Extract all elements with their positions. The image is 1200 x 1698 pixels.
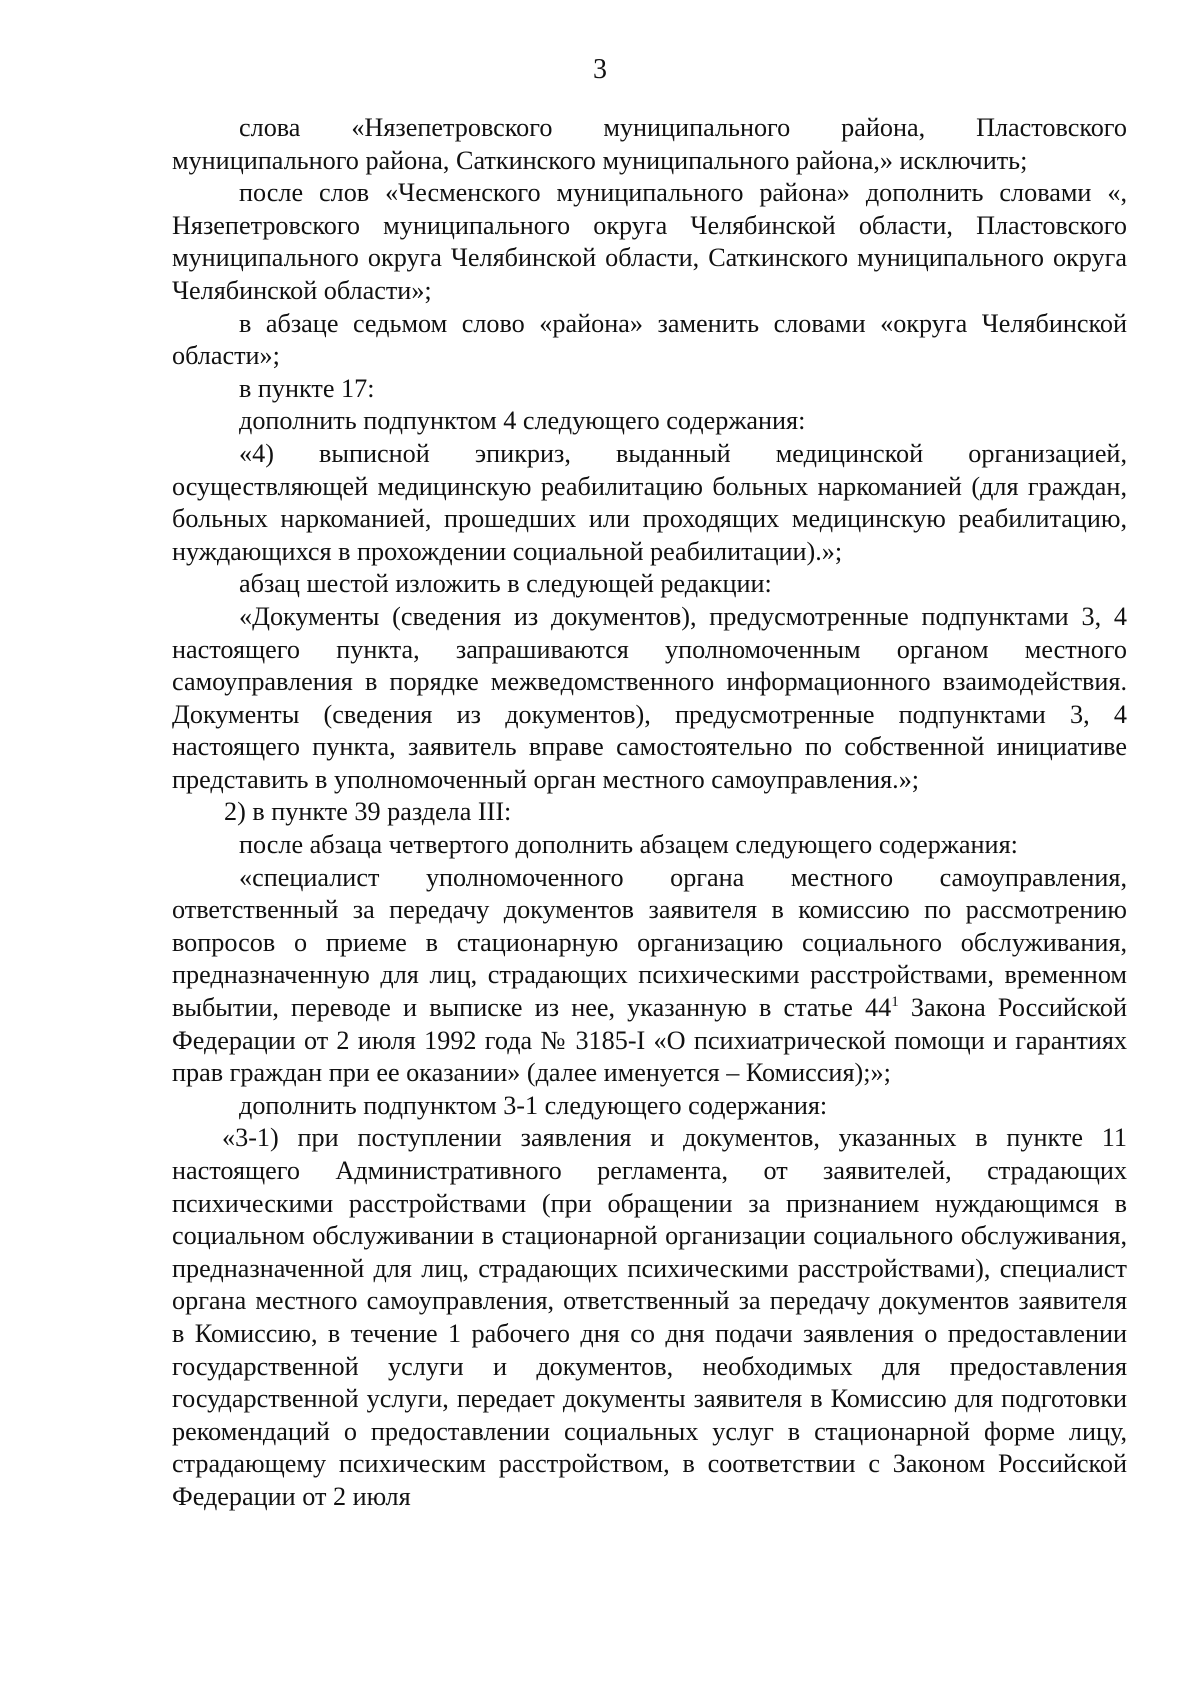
paragraph-documents-text: «Документы (сведения из документов), предусмотренные подпунктами 3, 4 настоящего пункта, запрашиваются уполномоченным органом местного самоуправления в порядке межведомственного информационного взаимодействия. Документы (сведения из документов), предусмотренные подпунктами 3, 4 настоящего пункта, заявитель вправе самостоятельно по собственной инициативе представить в уполномоченный орган местного самоуправления.»; — [172, 601, 1127, 794]
paragraph-add-subpoint-4: дополнить подпунктом 4 следующего содержания: — [239, 406, 806, 436]
paragraph-add-subpoint-3-1: дополнить подпунктом 3-1 следующего содержания: — [239, 1090, 828, 1120]
paragraph-add-words: после слов «Чесменского муниципального района» дополнить словами «, Нязепетровского муниципального округа Челябинской области, Пластовского муниципального округа Челябинской области, Саткинского муниципального округа Челябинской области»; — [172, 178, 1127, 305]
paragraph-sixth-abzac: абзац шестой изложить в следующей редакции: — [239, 569, 772, 599]
article-superscript: 1 — [891, 994, 899, 1011]
paragraph-point-39: 2) в пункте 39 раздела III: — [224, 797, 512, 827]
page-number: 3 — [593, 54, 607, 85]
paragraph-subpoint-3-1-text: «3-1) при поступлении заявления и документов, указанных в пункте 11 настоящего Административного регламента, от заявителей, страдающих психическими расстройствами (при обращении за признанием нуждающимся в социальном обслуживании в стационарной организации социального обслуживания, предназначенной для лиц, страдающих психическими расстройствами), специалист органа местного самоуправления, ответственный за передачу документов заявителя в Комиссию, в течение 1 рабочего дня со дня подачи заявления о предоставлении государственной услуги и документов, необходимых для предоставления государственной услуги, передает документы заявителя в Комиссию для подготовки рекомендаций о предоставлении социальных услуг в стационарной форме лицу, страдающему психическим расстройством, в соответствии с Законом Российской Федерации от 2 июля — [172, 1123, 1127, 1511]
paragraph-exclude-words: слова «Нязепетровского муниципального района, Пластовского муниципального района, Саткинского муниципального района,» исключить; — [172, 113, 1127, 175]
paragraph-specialist-commission-start: «специалист уполномоченного органа местного самоуправления, ответственный за передачу документов заявителя в комиссию по рассмотрению вопросов о приеме в стационарную организацию социального обслуживания, предназначенную для лиц, страдающих психическими расстройствами, временном выбытии, переводе и выписке из нее, указанную в статье 44 — [172, 862, 1127, 1023]
document-body — [172, 112, 1127, 1514]
paragraph-point-17: в пункте 17: — [239, 373, 375, 403]
paragraph-specialist-commission — [172, 862, 1127, 1090]
paragraph-specialist-commission-end: Закона Российской Федерации от 2 июля 1992 года № 3185-I «О психиатрической помощи и гарантиях прав граждан при ее оказании» (далее именуется – Комиссия);»; — [172, 993, 1127, 1088]
paragraph-seventh-abzac: в абзаце седьмом слово «района» заменить словами «округа Челябинской области»; — [172, 308, 1127, 371]
paragraph-subpoint-4-text: «4) выписной эпикриз, выданный медицинской организацией, осуществляющей медицинскую реабилитацию больных наркоманией (для граждан, больных наркоманией, прошедших или проходящих медицинскую реабилитацию, нуждающихся в прохождении социальной реабилитации).»; — [172, 438, 1127, 566]
paragraph-after-fourth-abzac: после абзаца четвертого дополнить абзацем следующего содержания: — [239, 830, 1018, 860]
